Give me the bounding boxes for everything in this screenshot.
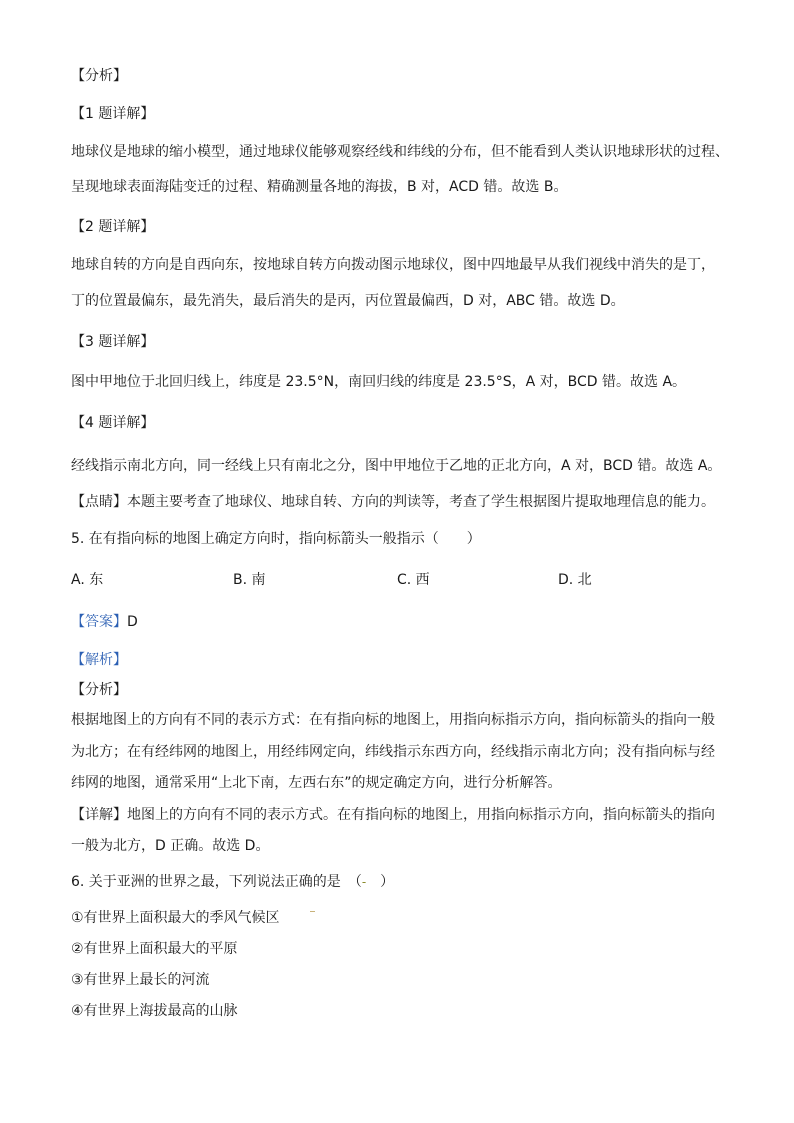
q1-heading: 【1 题详解】 — [71, 106, 155, 122]
comment-paragraph: 【点睛】本题主要考查了地球仪、地球自转、方向的判读等，考查了学生根据图片提取地理信息的能力。 — [71, 494, 715, 510]
q2-text-line-2: 丁的位置最偏东，最先消失，最后消失的是丙，丙位置最偏西，D 对，ABC 错。故选 D。 — [71, 293, 625, 309]
q3-text-line-1: 图中甲地位于北回归线上，纬度是 23.5°N，南回归线的纬度是 23.5°S，A 对，BCD 错。故选 A。 — [71, 374, 687, 390]
q6-item-3: ③有世界上最长的河流 — [71, 972, 210, 988]
q3-heading: 【3 题详解】 — [71, 334, 155, 350]
q6-stem — [71, 872, 394, 892]
q6-paren-mark: - — [361, 875, 367, 889]
analysis-heading: 【分析】 — [71, 68, 127, 84]
q4-text-line-1: 经线指示南北方向，同一经线上只有南北之分，图中甲地位于乙地的正北方向，A 对，BCD 错。故选 A。 — [71, 458, 722, 474]
q2-heading: 【2 题详解】 — [71, 219, 155, 235]
q6-item-1: ①有世界上面积最大的季风气候区 — [71, 910, 280, 926]
q5-explain-heading: 【解析】 — [71, 652, 127, 668]
q6-paren-close: ） — [366, 874, 395, 890]
q5-option-d: D. 北 — [558, 572, 592, 588]
q5-detail-line-1: 【详解】地图上的方向有不同的表示方式。在有指向标的地图上，用指向标指示方向，指向标箭头的指向 — [71, 807, 715, 823]
q4-heading: 【4 题详解】 — [71, 415, 155, 431]
q5-option-c: C. 西 — [397, 572, 430, 588]
q5-analysis-line-1: 根据地图上的方向有不同的表示方式：在有指向标的地图上，用指向标指示方向，指向标箭头的指向一般 — [71, 712, 715, 728]
q6-stem-text: 6. 关于亚洲的世界之最，下列说法正确的是 — [71, 874, 355, 890]
q6-item-4: ④有世界上海拔最高的山脉 — [71, 1003, 238, 1019]
q5-stem: 5. 在有指向标的地图上确定方向时，指向标箭头一般指示（ ） — [71, 531, 481, 547]
q5-option-b: B. 南 — [233, 572, 266, 588]
q5-analysis-line-2: 为北方；在有经纬网的地图上，用经纬网定向，纬线指示东西方向，经线指示南北方向；没有指向标与经 — [71, 744, 715, 760]
q1-text-line-2: 呈现地球表面海陆变迁的过程、精确测量各地的海拔，B 对，ACD 错。故选 B。 — [71, 179, 568, 195]
q6-paren-open: （ — [354, 874, 362, 890]
answer-value: D — [127, 614, 138, 630]
q5-analysis-heading: 【分析】 — [71, 682, 127, 698]
q1-text-line-1: 地球仪是地球的缩小模型，通过地球仪能够观察经线和纬线的分布，但不能看到人类认识地球形状的过程、 — [71, 144, 729, 160]
q5-detail-line-2: 一般为北方，D 正确。故选 D。 — [71, 838, 270, 854]
q5-option-a: A. 东 — [71, 572, 104, 588]
q5-analysis-line-3: 纬网的地图，通常采用“上北下南，左西右东”的规定确定方向，进行分析解答。 — [71, 775, 562, 791]
q5-answer — [71, 612, 138, 632]
q2-text-line-1: 地球自转的方向是自西向东，按地球自转方向拨动图示地球仪，图中四地最早从我们视线中消失的是丁， — [71, 257, 715, 273]
answer-label: 【答案】 — [71, 614, 127, 630]
q6-item-2: ②有世界上面积最大的平原 — [71, 941, 238, 957]
stray-mark — [310, 911, 315, 912]
